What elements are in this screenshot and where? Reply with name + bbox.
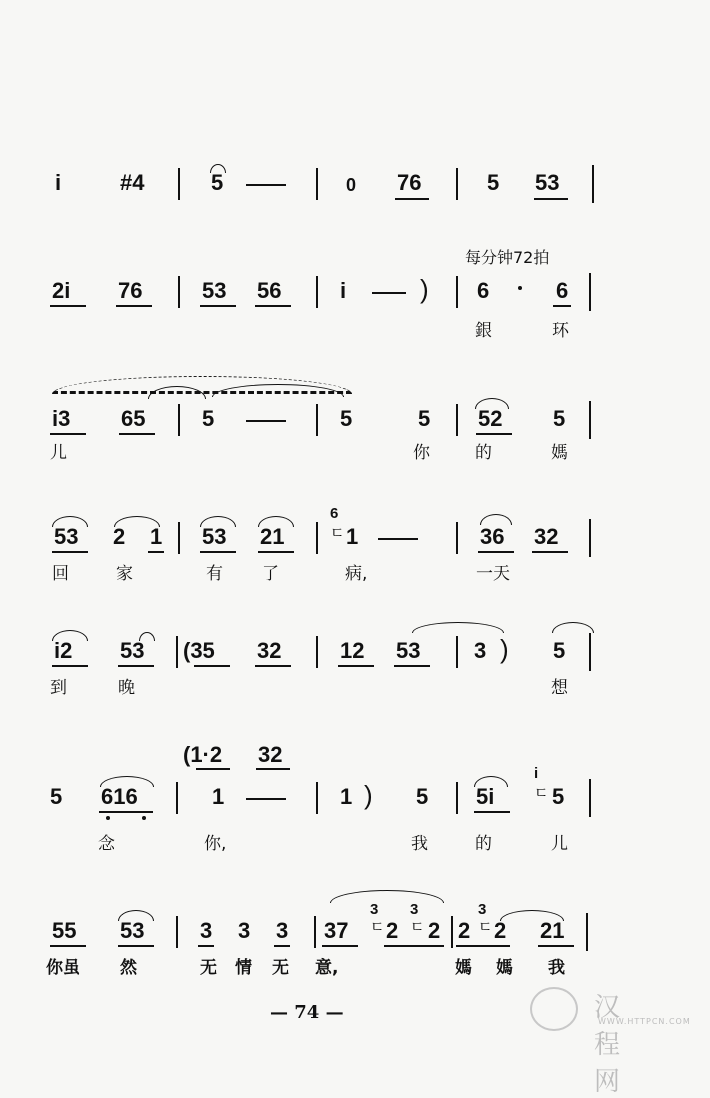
- lyric: 銀: [475, 321, 492, 341]
- note-group: 32: [258, 742, 283, 767]
- low-dot: [106, 816, 110, 820]
- phrase-slur: [330, 890, 444, 903]
- note-group: 5i: [476, 784, 495, 809]
- beam: [394, 665, 430, 667]
- lyric: 媽: [551, 443, 568, 463]
- note-group: i3: [52, 406, 71, 431]
- beam: [50, 305, 86, 307]
- note-group: 56: [257, 278, 282, 303]
- note: 2: [428, 918, 441, 943]
- beam: [50, 433, 86, 435]
- beam: [118, 945, 154, 947]
- barline: [316, 522, 318, 554]
- note: 6: [477, 278, 490, 303]
- beam: [196, 768, 230, 770]
- beam: [255, 305, 291, 307]
- note: 2: [494, 918, 507, 943]
- beam: [476, 433, 512, 435]
- grace-mark: ㄷ: [478, 919, 493, 936]
- lyric: 无: [272, 958, 289, 978]
- note: 5: [211, 170, 224, 195]
- barline: [316, 782, 318, 814]
- note-group: 53: [202, 278, 227, 303]
- beam: [52, 551, 88, 553]
- note-group: 53: [396, 638, 421, 663]
- barline: [176, 782, 178, 814]
- note-group: 76: [118, 278, 143, 303]
- beam: [198, 945, 214, 947]
- note: 5: [202, 406, 215, 431]
- barline: [589, 401, 591, 439]
- barline: [456, 782, 458, 814]
- note: i: [340, 278, 347, 303]
- barline: [176, 636, 178, 668]
- note: 3: [474, 638, 487, 663]
- note-group: 53: [120, 638, 145, 663]
- dash: [246, 420, 286, 422]
- lyric: 回: [52, 564, 69, 584]
- lyric: 儿: [551, 834, 568, 854]
- barline: [178, 404, 180, 436]
- lyric: 有: [206, 564, 223, 584]
- note-group: 32: [534, 524, 559, 549]
- barline: [456, 276, 458, 308]
- tie: [412, 622, 504, 633]
- dash: [246, 798, 286, 800]
- barline: [316, 168, 318, 200]
- beam: [478, 551, 514, 553]
- barline: [316, 636, 318, 668]
- barline: [178, 522, 180, 554]
- note-group: 53: [120, 918, 145, 943]
- note: 1: [346, 524, 359, 549]
- note: 2: [113, 524, 126, 549]
- barline: [178, 276, 180, 308]
- watermark-url: WWW.HTTPCN.COM: [598, 1017, 691, 1026]
- barline: [176, 916, 178, 948]
- watermark-logo-icon: [530, 987, 578, 1031]
- augmentation-dot: [518, 286, 522, 290]
- beam: [274, 945, 290, 947]
- beam: [50, 945, 86, 947]
- beam: [119, 433, 155, 435]
- barline: [589, 519, 591, 557]
- note-group: 2i: [52, 278, 71, 303]
- beam: [148, 551, 164, 553]
- note-group: 21: [260, 524, 285, 549]
- beam: [538, 945, 574, 947]
- note-group: 616: [101, 784, 138, 809]
- lyric: 你虽: [46, 958, 80, 978]
- beam: [384, 945, 444, 947]
- dash: [246, 184, 286, 186]
- lyric: 念: [98, 834, 115, 854]
- note: 1: [150, 524, 163, 549]
- lyric: 想: [551, 678, 568, 698]
- lyric: 意,: [315, 958, 339, 978]
- beam: [194, 665, 230, 667]
- lyric: 的: [475, 834, 492, 854]
- lyric: 情: [235, 958, 252, 978]
- note-sharp-4: #4: [120, 170, 145, 195]
- beam: [52, 665, 88, 667]
- note: 6: [556, 278, 569, 303]
- lyric: 你: [413, 443, 430, 463]
- beam: [534, 198, 568, 200]
- note-group: 12: [340, 638, 365, 663]
- beam: [474, 811, 510, 813]
- note-group: 76: [397, 170, 422, 195]
- note: 5: [50, 784, 63, 809]
- barline: [456, 636, 458, 668]
- dash: [378, 538, 418, 540]
- note-group: 53: [202, 524, 227, 549]
- note: 3: [276, 918, 289, 943]
- lyric: 一天: [476, 564, 510, 584]
- beam: [322, 945, 358, 947]
- lyric: 然: [120, 958, 137, 978]
- grace-note: 3: [478, 901, 487, 918]
- note-group: 52: [478, 406, 503, 431]
- barline: [178, 168, 180, 200]
- lyric: 的: [475, 443, 492, 463]
- beam: [395, 198, 429, 200]
- barline: [589, 779, 591, 817]
- note-group: 55: [52, 918, 77, 943]
- grace-note: 6: [330, 505, 339, 522]
- note-group: 53: [54, 524, 79, 549]
- note: 5: [553, 638, 566, 663]
- barline: [314, 916, 316, 948]
- note: 2: [458, 918, 471, 943]
- beam: [118, 665, 154, 667]
- tie: [552, 622, 594, 633]
- note: 3: [238, 918, 251, 943]
- beam: [255, 665, 291, 667]
- lyric: 儿: [50, 443, 67, 463]
- note-group: 32: [257, 638, 282, 663]
- beam: [116, 305, 152, 307]
- grace-mark: ㄷ: [534, 785, 549, 802]
- barline: [316, 404, 318, 436]
- note: 1: [212, 784, 225, 809]
- lyric: 了: [262, 564, 279, 584]
- barline: [456, 404, 458, 436]
- lyric: 病,: [345, 564, 368, 584]
- note-group: (35: [183, 638, 215, 663]
- note-group: 37: [324, 918, 349, 943]
- lyric: 到: [50, 678, 67, 698]
- lyric: 无: [200, 958, 217, 978]
- lyric: 我: [548, 958, 565, 978]
- grace-note: 3: [410, 901, 419, 918]
- beam: [338, 665, 374, 667]
- grace-mark: ㄷ: [330, 525, 345, 542]
- beam: [200, 551, 236, 553]
- note-group: 53: [535, 170, 560, 195]
- grace-note: 3: [370, 901, 379, 918]
- lyric: 我: [411, 834, 428, 854]
- lyric: 你,: [204, 834, 227, 854]
- beam: [258, 551, 294, 553]
- low-dot: [142, 816, 146, 820]
- tempo-marking: 每分钟72拍: [465, 248, 550, 267]
- note: 5: [552, 784, 565, 809]
- note-group: 36: [480, 524, 505, 549]
- page-number: — 74 —: [270, 1002, 344, 1023]
- rest: 0: [346, 175, 357, 195]
- note: 1: [340, 784, 353, 809]
- note: i: [55, 170, 62, 195]
- note-group: 65: [121, 406, 146, 431]
- close-paren: ): [500, 634, 509, 664]
- barline: [586, 913, 588, 951]
- note: 5: [553, 406, 566, 431]
- lyric: 晚: [118, 678, 135, 698]
- watermark-text: 汉程网: [594, 993, 623, 1097]
- beam: [200, 305, 236, 307]
- note: 3: [200, 918, 213, 943]
- grace-mark: ㄷ: [410, 919, 425, 936]
- beam: [532, 551, 568, 553]
- beam: [553, 305, 571, 307]
- close-paren: ): [420, 274, 429, 304]
- barline: [316, 276, 318, 308]
- barline: [451, 916, 453, 948]
- grace-note: i: [534, 765, 539, 782]
- note: 2: [386, 918, 399, 943]
- close-paren: ): [364, 780, 373, 810]
- lyric: 媽: [496, 958, 513, 978]
- barline: [456, 168, 458, 200]
- lyric: 家: [116, 564, 133, 584]
- note: 5: [418, 406, 431, 431]
- note: 5: [340, 406, 353, 431]
- lyric: 环: [552, 321, 569, 341]
- barline: [456, 522, 458, 554]
- note-group: 21: [540, 918, 565, 943]
- note: 5: [416, 784, 429, 809]
- barline: [592, 165, 594, 203]
- dash: [372, 292, 406, 294]
- grace-mark: ㄷ: [370, 919, 385, 936]
- note: 5: [487, 170, 500, 195]
- beam: [456, 945, 510, 947]
- note-group: i2: [54, 638, 73, 663]
- barline: [589, 273, 591, 311]
- barline: [589, 633, 591, 671]
- beam: [256, 768, 290, 770]
- beam: [99, 811, 153, 813]
- lyric: 媽: [455, 958, 472, 978]
- note-group: (1·2: [183, 742, 223, 767]
